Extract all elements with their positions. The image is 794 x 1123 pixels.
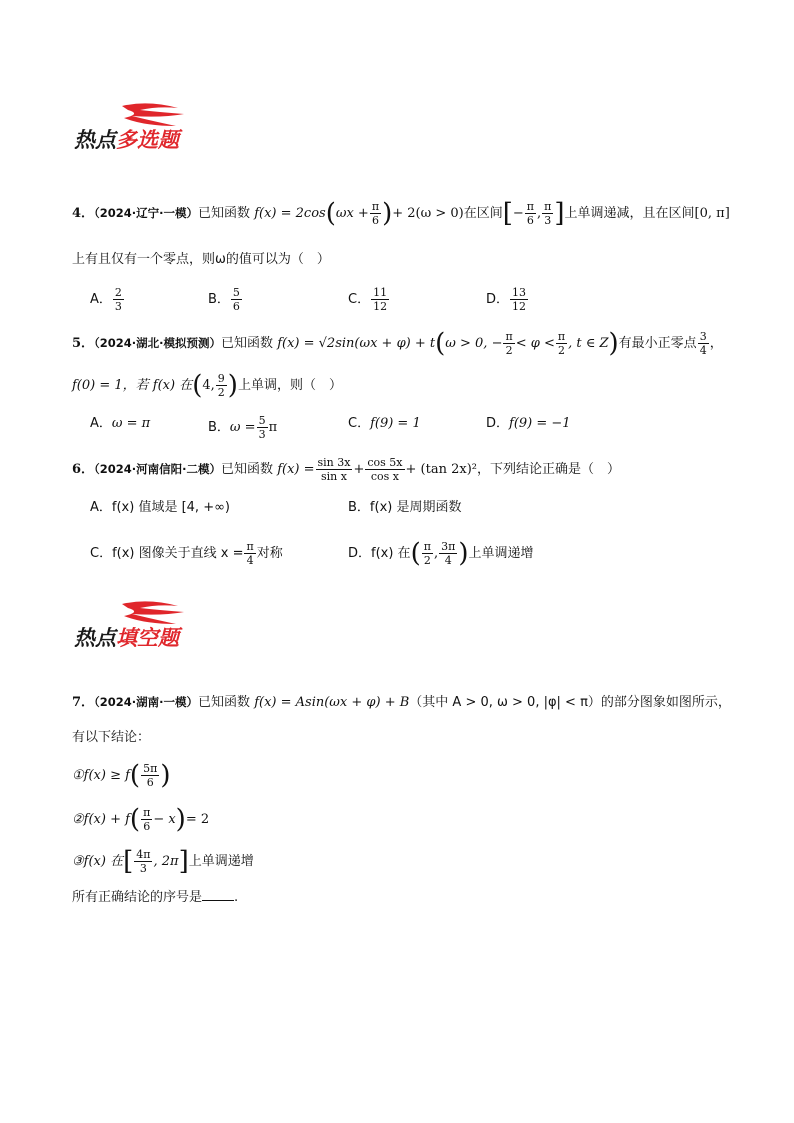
option-d[interactable]: D．f(x) 在( $\frac{\pi}{2}$ , $\frac{3\pi}{4}$ )上单调递增 [348, 538, 534, 569]
section-banner-fill-in [72, 600, 212, 662]
option-c[interactable]: C．f(x) 图像关于直线 x = $\frac{\pi}{4}$ 对称 [90, 540, 283, 567]
question-5-line-2: f(0) = 1，若 f(x) 在(4, $\frac{9}{2}$ )上单调，则（ ） [72, 370, 342, 401]
question-5: 5．（2024·湖北·模拟预测）已知函数 f(x) = √2sin(ωx + φ) + t(ω > 0, − $\frac{\pi}{2}$ < φ < $\frac{\pi}{2}$ , t ∈ Z)有最小正零点 $\frac{3}{4}$ ， [72, 328, 723, 359]
option-a[interactable]: A．f(x) 值域是 [4, +∞) [90, 500, 230, 515]
conclusion-1: ①f(x) ≥ f( $\frac{5\pi}{6}$ ) [72, 760, 171, 791]
option-c[interactable]: C．f(9) = 1 [348, 416, 421, 431]
banner-title: 热点填空题 [74, 626, 179, 650]
question-4: 4．（2024·辽宁·一模）已知函数 f(x) = 2cos(ωx + $\frac{\pi}{6}$ )+ 2(ω > 0)在区间[− $\frac{\pi}{6}$ , $\frac{\pi}{3}$ ]上单调递减，且在区间[0, π] [72, 198, 730, 229]
option-b[interactable]: B．f(x) 是周期函数 [348, 500, 462, 515]
conclusion-3: ③f(x) 在[ $\frac{4\pi}{3}$ , 2π]上单调递增 [72, 846, 254, 877]
question-6: 6．（2024·河南信阳·二模）已知函数 f(x) = $\frac{\sin 3x}{\text{sin x}}$ + $\frac{\cos 5x}{\text{cos x}}$ + (tan 2x)²，下列结论正确是（ ） [72, 456, 620, 483]
question-7-line-2: 有以下结论： [72, 730, 151, 745]
option-b[interactable]: B． $\frac{5}{6}$ [208, 286, 240, 313]
section-banner-multiple-choice [72, 102, 212, 164]
question-7-prompt: 所有正确结论的序号是 . [72, 886, 238, 908]
option-c[interactable]: C． $\frac{11}{12}$ [348, 286, 388, 313]
question-4-line-2: 上有且仅有一个零点，则ω的值可以为（ ） [72, 252, 330, 267]
option-a[interactable]: A．ω = π [90, 416, 151, 431]
question-7: 7．（2024·湖南·一模）已知函数 f(x) = Asin(ωx + φ) + B（其中 A > 0, ω > 0, |φ| < π）的部分图象如图所示， [72, 695, 731, 710]
option-d[interactable]: D．f(9) = −1 [486, 416, 571, 431]
answer-blank[interactable] [202, 886, 234, 901]
option-b[interactable]: B．ω = $\frac{5}{3}$ π [208, 414, 278, 441]
banner-title: 热点多选题 [74, 128, 179, 152]
option-a[interactable]: A． $\frac{2}{3}$ [90, 286, 122, 313]
conclusion-2: ②f(x) + f( $\frac{\pi}{6}$ − x)= 2 [72, 804, 210, 835]
option-d[interactable]: D． $\frac{13}{12}$ [486, 286, 527, 313]
